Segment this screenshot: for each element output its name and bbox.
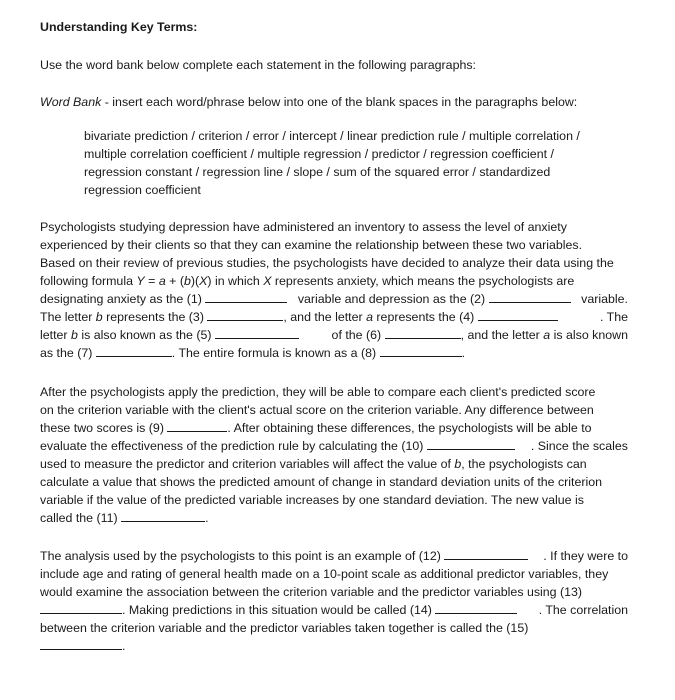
instruction-text: Use the word bank below complete each statement in the following paragraphs: [40,58,476,72]
paragraph-2-line [40,437,628,455]
text: . After obtaining these differences, the psychologists will be able to [227,421,592,435]
paragraph-1-line: Psychologists studying depression have administered an inventory to assess the level of anxiety [40,220,567,234]
text: ) in which [207,274,264,288]
text: )( [190,274,200,288]
paragraph-2-line: on the criterion variable with the client's actual score on the criterion variable. Any difference between [40,403,594,417]
text: . [461,346,466,360]
text: variable. [581,292,628,306]
paragraph-2-line: calculate a value that shows the predicted amount of change in standard deviation units of the criterion [40,475,603,489]
blank-1[interactable] [205,290,287,303]
paragraph-1-line: Based on their review of previous studies, the psychologists have decided to analyze their data using the [40,256,614,270]
text: . If they were to [543,549,628,563]
paragraph-3-line [40,547,628,565]
text: . Making predictions in this situation would be called (14) [122,603,432,617]
text: is also known [550,328,628,342]
paragraph-3-line: would examine the association between the criterion variable and the predictor variables using (13) [40,585,583,599]
text: , the psychologists can [461,457,587,471]
word-bank-line: bivariate prediction / criterion / error / intercept / linear prediction rule / multiple correlation / [84,129,580,143]
blank-9[interactable] [167,419,227,432]
text: The letter [40,310,96,324]
text: . [122,639,126,653]
paragraph-3-line: between the criterion variable and the predictor variables taken together is called the (15) [40,621,529,635]
word-bank-heading [40,93,577,111]
text: . [205,511,209,525]
text: , and the letter [283,310,367,324]
word-bank-line: regression coefficient [84,183,201,197]
paragraph-2-line: variable if the value of the predicted variable increases by one standard deviation. The new value is [40,493,584,507]
blank-11[interactable] [121,509,205,522]
text [298,290,571,308]
formula-var: Y [136,274,145,288]
formula-var: X [263,274,272,288]
word-bank-intro: - insert each word/phrase below into one of the blank spaces in the paragraphs below: [101,95,578,109]
text [40,326,299,344]
paragraph-1-line: experienced by their clients so that they can examine the relationship between these two variables. [40,238,583,252]
blank-10[interactable] [427,437,515,450]
blank-6[interactable] [385,326,461,339]
formula-var: a [366,310,373,324]
text: represents the (4) [372,310,475,324]
blank-3[interactable] [207,308,283,321]
text: is also known as the (5) [77,328,212,342]
word-bank-line: regression constant / regression line / slope / sum of the squared error / standardized [84,165,551,179]
paragraph-3-line: include age and rating of general health made on a 10-point scale as additional predictor variables, they [40,567,609,581]
text: The analysis used by the psychologists to this point is an example of (12) [40,549,441,563]
paragraph-2-line [40,509,209,527]
text: . The correlation [538,603,628,617]
paragraph-1-line [40,272,574,290]
text: . The entire formula is known as a (8) [171,346,377,360]
text [40,290,287,308]
text: these two scores is (9) [40,421,164,435]
formula-var: b [183,274,191,288]
blank-13[interactable] [40,601,122,614]
text: designating anxiety as the (1) [40,292,202,306]
blank-2[interactable] [489,290,571,303]
formula-var: X [199,274,208,288]
formula-var: a [158,274,166,288]
blank-4[interactable] [478,308,558,321]
text [40,308,558,326]
text: as the (7) [40,346,93,360]
text [332,326,628,344]
blank-8[interactable] [380,344,462,357]
text [40,437,515,455]
blank-5[interactable] [215,326,299,339]
paragraph-2-line [40,455,587,473]
text: used to measure the predictor and criterion variables will affect the value of [40,457,455,471]
text [40,601,517,619]
word-bank-label: Word Bank [40,95,102,109]
text: . Since the scales [530,439,628,453]
text: of the (6) [331,328,382,342]
formula-var: b [454,457,462,471]
text: called the (11) [40,511,118,525]
paragraph-3-line [40,637,125,655]
text: evaluate the effectiveness of the prediction rule by calculating the (10) [40,439,424,453]
blank-12[interactable] [444,547,528,560]
page-title: Understanding Key Terms: [40,20,198,34]
formula-var: b [95,310,103,324]
text: , and the letter [460,328,544,342]
text: + ( [165,274,184,288]
formula-var: b [71,328,78,342]
text: represents anxiety, which means the psychologists are [271,274,575,288]
paragraph-2-line [40,419,592,437]
text: . The [599,310,628,324]
text: variable and depression as the (2) [297,292,486,306]
paragraph-1-line [40,290,628,308]
blank-7[interactable] [96,344,172,357]
text: letter [40,328,71,342]
blank-14[interactable] [435,601,517,614]
formula-var: a [543,328,551,342]
paragraph-1-line [40,308,628,326]
text [40,547,528,565]
blank-15[interactable] [40,637,122,650]
paragraph-1-line [40,326,628,344]
word-bank-line: multiple correlation coefficient / multiple regression / predictor / regression coefficient / [84,147,554,161]
text: following formula [40,274,137,288]
paragraph-1-line [40,344,465,362]
text: represents the (3) [102,310,204,324]
paragraph-2-line: After the psychologists apply the prediction, they will be able to compare each client's predicted score [40,385,596,399]
text: = [144,274,159,288]
paragraph-3-line [40,601,628,619]
